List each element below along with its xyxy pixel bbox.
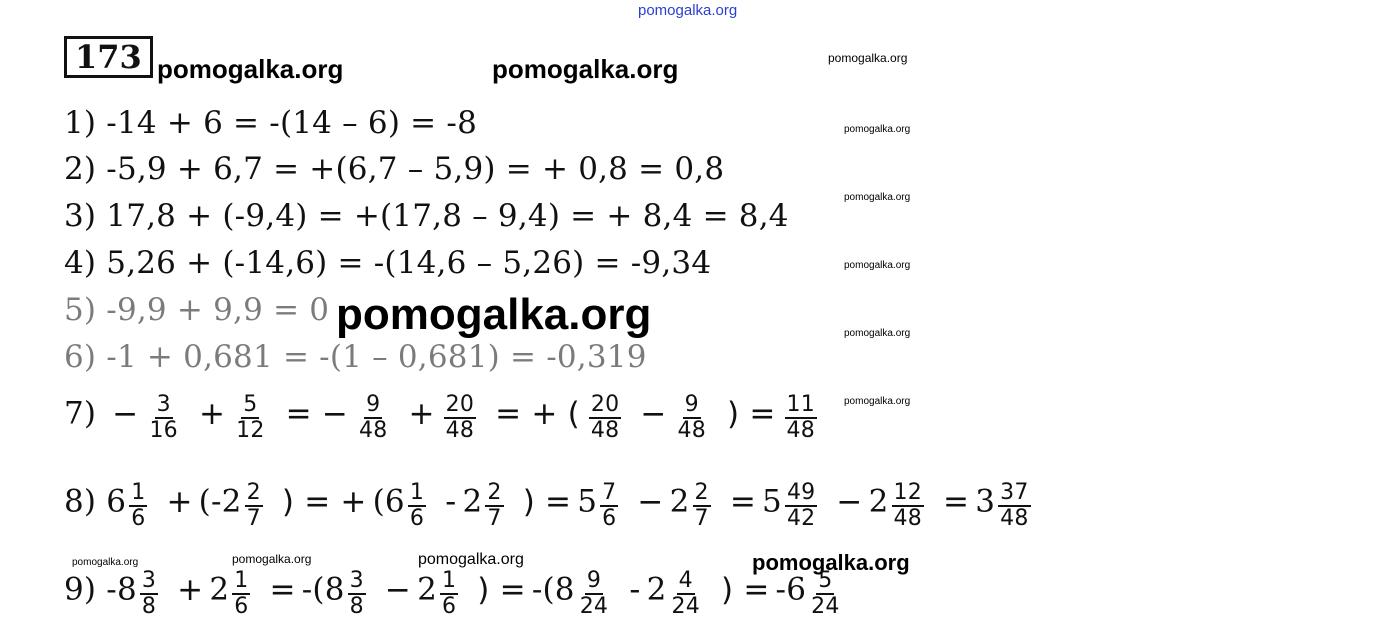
watermark-3: pomogalka.org [828,51,908,65]
watermark-top: pomogalka.org [638,2,738,19]
watermark-bottom-2: pomogalka.org [232,552,312,566]
fraction: $\frac{12}{48}$ [893,480,922,531]
fraction: $\frac{20}{48}$ [590,392,620,443]
fraction: $\frac{1}{6}$ [409,480,425,531]
watermark-right-5: pomogalka.org [844,396,911,407]
fraction: $\frac{20}{48}$ [445,392,475,443]
fraction: $\frac{9}{48}$ [677,392,706,443]
solution-line-2: 2) -5,9 + 6,7 = +(6,7 – 5,9) = + 0,8 = 0,8 [64,151,725,187]
fraction: $\frac{5}{24}$ [811,568,840,619]
problem-number: 173 [64,36,153,78]
watermark-right-2: pomogalka.org [844,192,911,203]
fraction: $\frac{37}{48}$ [1000,480,1029,531]
watermark-right-1: pomogalka.org [844,124,911,135]
line-7-label: 7) [64,395,97,432]
watermark-right-4: pomogalka.org [844,328,911,339]
fraction: $\frac{1}{6}$ [131,480,146,531]
watermark-bottom-1: pomogalka.org [72,557,139,568]
solution-line-4: 4) 5,26 + (-14,6) = -(14,6 – 5,26) = -9,34 [64,245,712,281]
fraction: $\frac{2}{7}$ [487,480,502,531]
solution-line-8: 8) 6 $\frac{1}{6}$ + (-2 $\frac{2}{7}$ ) = + (6 $\frac{1}{6}$ - 2 $\frac{2}{7}$ ) = 5 $\frac{7}{6}$ − 2 $\frac{2}{7}$ = 5 $\frac{49}{42}$ − 2 $\frac{12}{48}$ = 3 $\frac{37}{48}$ [64,480,1029,531]
solution-line-6: 6) -1 + 0,681 = -(1 – 0,681) = -0,319 [64,339,647,375]
fraction: $\frac{2}{7}$ [246,480,261,531]
fraction: $\frac{9}{48}$ [359,392,388,443]
fraction: $\frac{3}{8}$ [141,568,157,619]
line-8-label: 8) [64,483,97,520]
fraction: $\frac{3}{8}$ [349,568,364,619]
fraction: $\frac{1}{6}$ [442,568,457,619]
fraction: $\frac{3}{16}$ [149,392,178,443]
fraction: $\frac{7}{6}$ [602,480,617,531]
watermark-right-3: pomogalka.org [844,260,911,271]
watermark-bottom-4: pomogalka.org [752,550,910,575]
fraction: $\frac{2}{7}$ [694,480,709,531]
watermark-bottom-3: pomogalka.org [418,551,524,568]
watermark-1: pomogalka.org [157,54,344,84]
solution-line-1: 1) -14 + 6 = -(14 – 6) = -8 [64,105,478,141]
fraction: $\frac{4}{24}$ [671,568,700,619]
fraction: $\frac{1}{6}$ [234,568,249,619]
line-9-label: 9) [64,571,97,608]
fraction: $\frac{11}{48}$ [786,392,815,443]
watermark-big: pomogalka.org [336,290,652,339]
solution-line-7: 7) − $\frac{3}{16}$ + $\frac{5}{12}$ = − $\frac{9}{48}$ + $\frac{20}{48}$ = + ( $\frac{20}{48}$ − $\frac{9}{48}$ ) = $\frac{11}{48}$ [64,392,815,443]
fraction: $\frac{49}{42}$ [786,480,816,531]
fraction: $\frac{9}{24}$ [579,568,609,619]
solution-line-5: 5) -9,9 + 9,9 = 0 [64,292,330,328]
watermark-2: pomogalka.org [492,54,679,84]
solution-line-3: 3) 17,8 + (-9,4) = +(17,8 – 9,4) = + 8,4 = 8,4 [64,198,789,234]
solution-line-9: 9) -8 $\frac{3}{8}$ + 2 $\frac{1}{6}$ = -(8 $\frac{3}{8}$ − 2 $\frac{1}{6}$ ) = -(8 $\frac{9}{24}$ - 2 $\frac{4}{24}$ ) = -6 $\frac{5}{24}$ [64,568,840,619]
fraction: $\frac{5}{12}$ [236,392,265,443]
